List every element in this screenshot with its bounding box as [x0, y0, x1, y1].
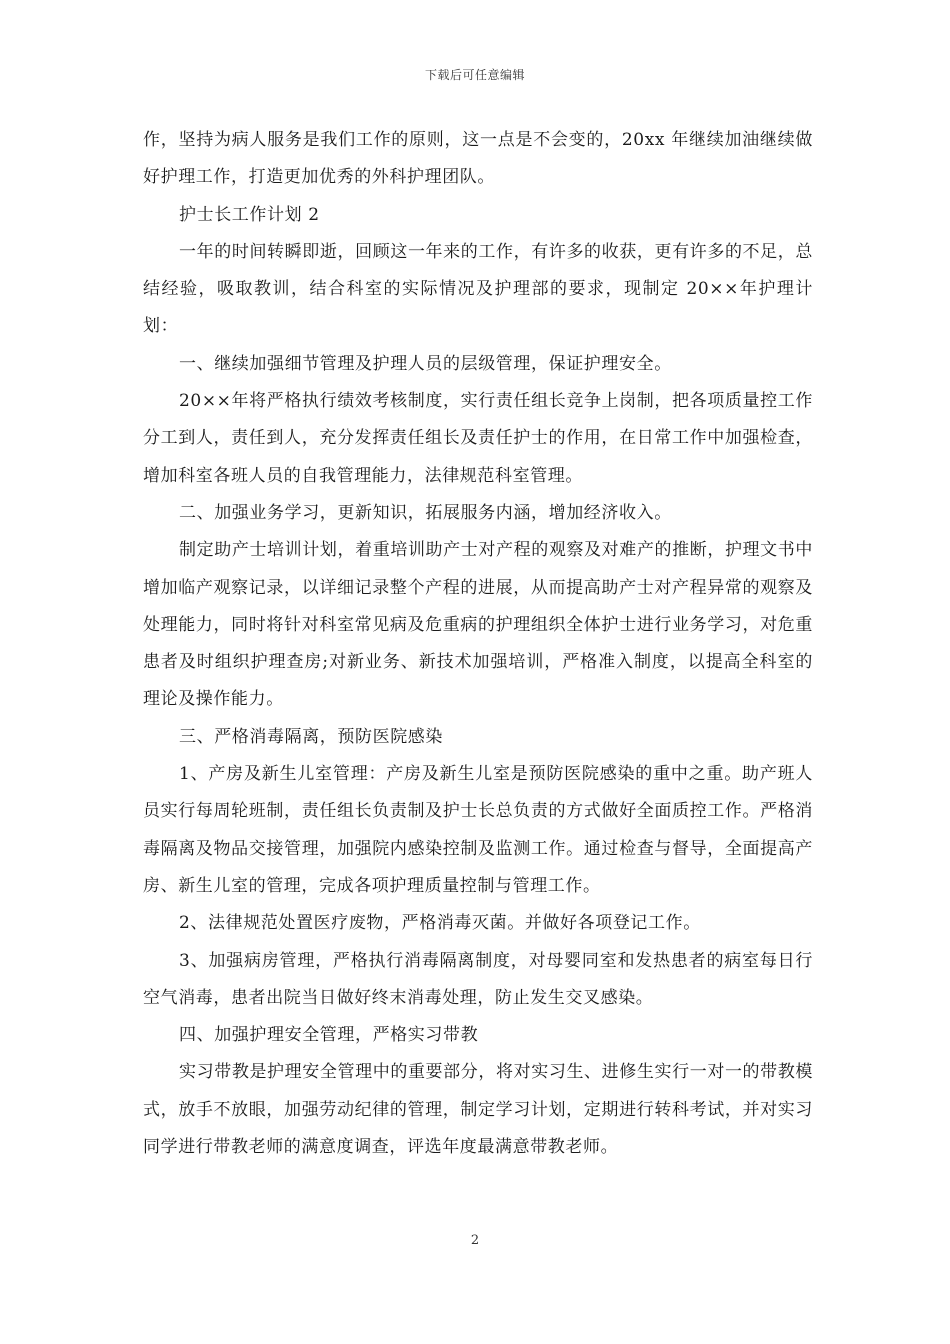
section-heading: 一、继续加强细节管理及护理人员的层级管理，保证护理安全。 — [179, 353, 672, 374]
paragraph: 20××年将严格执行绩效考核制度，实行责任组长竞争上岗制，把各项质量控工作分工到人，责任到人，充分发挥责任组长及责任护士的作用，在日常工作中加强检查，增加科室各班人员的自我管理能力，法律规范科室管理。 — [143, 391, 813, 486]
section-heading: 四、加强护理安全管理，严格实习带教 — [179, 1025, 479, 1046]
section-heading: 三、严格消毒隔离，预防医院感染 — [179, 726, 443, 747]
paragraph: 一年的时间转瞬即逝，回顾这一年来的工作，有许多的收获，更有许多的不足，总结经验，吸取教训，结合科室的实际情况及护理部的要求，现制定 20××年护理计划： — [143, 241, 813, 337]
section-heading: 二、加强业务学习，更新知识，拓展服务内涵，增加经济收入。 — [179, 502, 672, 523]
header-note: 下载后可任意编辑 — [424, 68, 525, 82]
paragraph: 制定助产士培训计划，着重培训助产士对产程的观察及对难产的推断，护理文书中增加临产观察记录，以详细记录整个产程的进展，从而提高助产士对产程异常的观察及处理能力，同时将针对科室常见病及危重病的护理组织全体护士进行业务学习，对危重患者及时组织护理查房;对新业务、新技术加强培训，严格准入制度，以提高全科室的理论及操作能力。 — [143, 540, 813, 710]
section-title: 护士长工作计划 2 — [179, 204, 320, 225]
paragraph: 作，坚持为病人服务是我们工作的原则，这一点是不会变的，20xx 年继续加油继续做好护理工作，打造更加优秀的外科护理团队。 — [143, 130, 813, 188]
document-body — [143, 122, 813, 1166]
page-number: 2 — [470, 1233, 480, 1248]
paragraph: 1、产房及新生儿室管理：产房及新生儿室是预防医院感染的重中之重。助产班人员实行每周轮班制，责任组长负责制及护士长总负责的方式做好全面质控工作。严格消毒隔离及物品交接管理，加强院内感染控制及监测工作。通过检查与督导，全面提高产房、新生儿室的管理，完成各项护理质量控制与管理工作。 — [143, 764, 813, 896]
paragraph: 2、法律规范处置医疗废物，严格消毒灭菌。并做好各项登记工作。 — [179, 913, 701, 934]
paragraph: 3、加强病房管理，严格执行消毒隔离制度，对母婴同室和发热患者的病室每日行空气消毒，患者出院当日做好终末消毒处理，防止发生交叉感染。 — [143, 950, 813, 1008]
paragraph: 实习带教是护理安全管理中的重要部分，将对实习生、进修生实行一对一的带教模式，放手不放眼，加强劳动纪律的管理，制定学习计划，定期进行转科考试，并对实习同学进行带教老师的满意度调查，评选年度最满意带教老师。 — [143, 1062, 813, 1158]
